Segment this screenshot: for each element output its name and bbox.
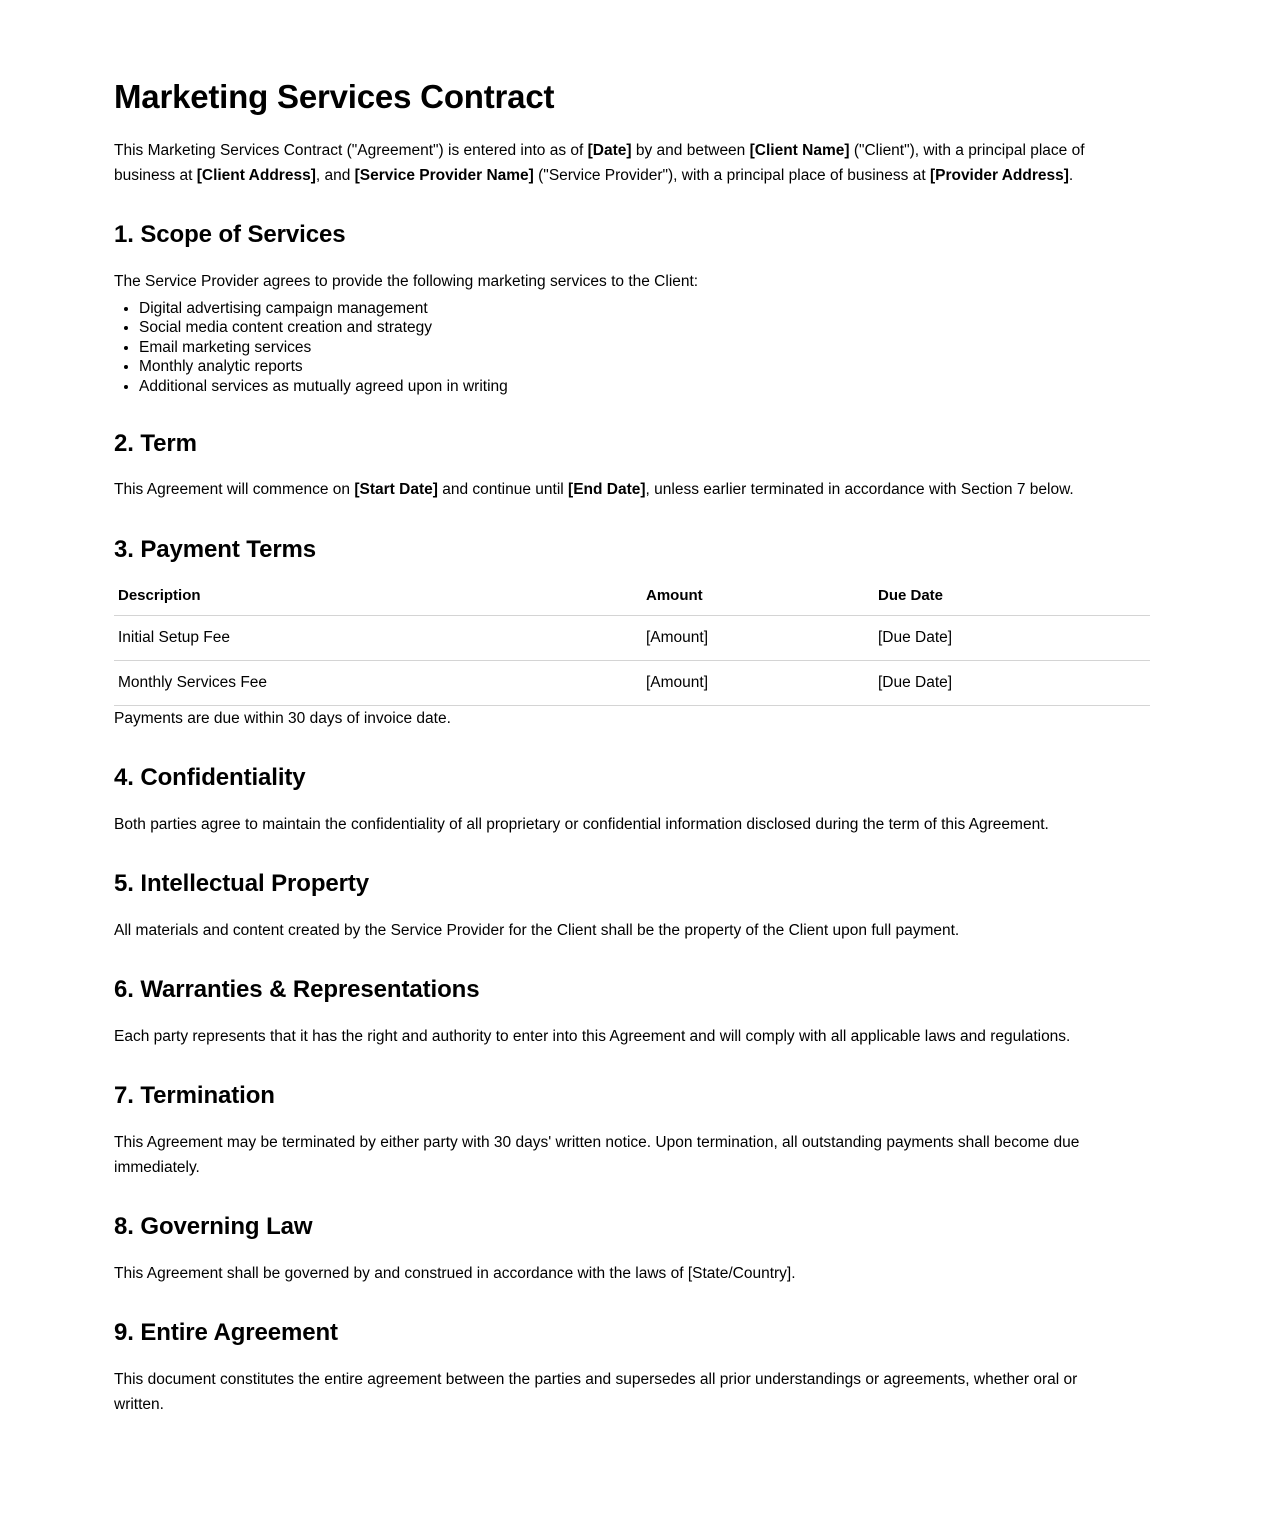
section-heading-confidentiality: 4. Confidentiality	[114, 764, 306, 792]
section-heading-termination: 7. Termination	[114, 1082, 275, 1110]
intro-text-part-1: This Marketing Services Contract ("Agreement") is entered into as of	[114, 141, 588, 159]
cell-due-date: [Due Date]	[874, 661, 1150, 706]
term-text-part-2: and continue until	[437, 481, 569, 499]
cell-amount: [Amount]	[642, 661, 874, 706]
term-text-part-1: This Agreement will commence on	[114, 481, 355, 499]
intro-text-part-4: , and	[315, 167, 355, 185]
scope-lead-text: The Service Provider agrees to provide the following marketing services to the Client:	[114, 272, 699, 290]
date-placeholder: [Date]	[587, 141, 632, 159]
client-name-placeholder: [Client Name]	[749, 141, 850, 159]
table-header	[114, 583, 1150, 616]
intellectual-property-paragraph: All materials and content created by the Service Provider for the Client shall be the property of the Client upon full payment.	[114, 922, 960, 940]
intro-text-part-6: .	[1068, 167, 1074, 185]
section-heading-term: 2. Term	[114, 429, 197, 457]
provider-name-placeholder: [Service Provider Name]	[354, 167, 534, 185]
provider-address-placeholder: [Provider Address]	[929, 167, 1069, 185]
payment-note: Payments are due within 30 days of invoice date.	[114, 710, 451, 728]
client-address-placeholder: [Client Address]	[196, 167, 316, 185]
column-header-amount: Amount	[642, 583, 874, 616]
section-heading-warranties-representations: 6. Warranties & Representations	[114, 976, 480, 1004]
section-heading-intellectual-property: 5. Intellectual Property	[114, 870, 370, 898]
cell-amount: [Amount]	[642, 616, 874, 661]
confidentiality-paragraph: Both parties agree to maintain the confidentiality of all proprietary or confidential information disclosed during the term of this Agreement.	[114, 816, 1049, 834]
termination-paragraph: This Agreement may be terminated by either party with 30 days' written notice. Upon termination, all outstanding payments shall become due immediately.	[114, 1133, 1080, 1177]
table-row	[114, 616, 1150, 661]
section-heading-payment-terms: 3. Payment Terms	[114, 535, 317, 563]
payment-terms-table	[114, 583, 1150, 706]
list-item: • Monthly analytic reports	[139, 358, 1150, 377]
term-text-part-3: , unless earlier terminated in accordance with Section 7 below.	[645, 481, 1074, 499]
intro-text-part-2: by and between	[631, 141, 750, 159]
column-header-due-date: Due Date	[874, 583, 1150, 616]
intro-text-part-5: ("Service Provider"), with a principal place of business at	[533, 167, 930, 185]
page-title: Marketing Services Contract	[114, 78, 555, 115]
section-heading-governing-law: 8. Governing Law	[114, 1213, 313, 1241]
cell-description: Monthly Services Fee	[114, 661, 642, 706]
term-paragraph	[114, 477, 1124, 502]
cell-due-date: [Due Date]	[874, 616, 1150, 661]
section-heading-scope-of-services: 1. Scope of Services	[114, 221, 346, 249]
warranties-paragraph: Each party represents that it has the right and authority to enter into this Agreement and will comply with all applicable laws and regulations.	[114, 1028, 1071, 1046]
services-list	[114, 300, 1150, 397]
column-header-description: Description	[114, 583, 642, 616]
end-date-placeholder: [End Date]	[568, 481, 646, 499]
start-date-placeholder: [Start Date]	[354, 481, 438, 499]
cell-description: Initial Setup Fee	[114, 616, 642, 661]
table-row	[114, 661, 1150, 706]
table-header-row	[114, 583, 1150, 616]
list-item: • Additional services as mutually agreed upon in writing	[139, 378, 1150, 397]
intro-paragraph	[114, 138, 1122, 188]
section-heading-entire-agreement: 9. Entire Agreement	[114, 1319, 338, 1347]
list-item: • Email marketing services	[139, 339, 1150, 358]
table-body	[114, 616, 1150, 706]
intro-text-part-3: ("Client"), with a principal place of business at	[114, 141, 1085, 185]
entire-agreement-paragraph: This document constitutes the entire agreement between the parties and supersedes all prior understandings or agreements, whether oral or written.	[114, 1370, 1078, 1413]
list-item: • Digital advertising campaign management	[139, 300, 1150, 319]
governing-law-paragraph: This Agreement shall be governed by and construed in accordance with the laws of [State/Country].	[114, 1264, 796, 1282]
list-item: • Social media content creation and strategy	[139, 319, 1150, 338]
